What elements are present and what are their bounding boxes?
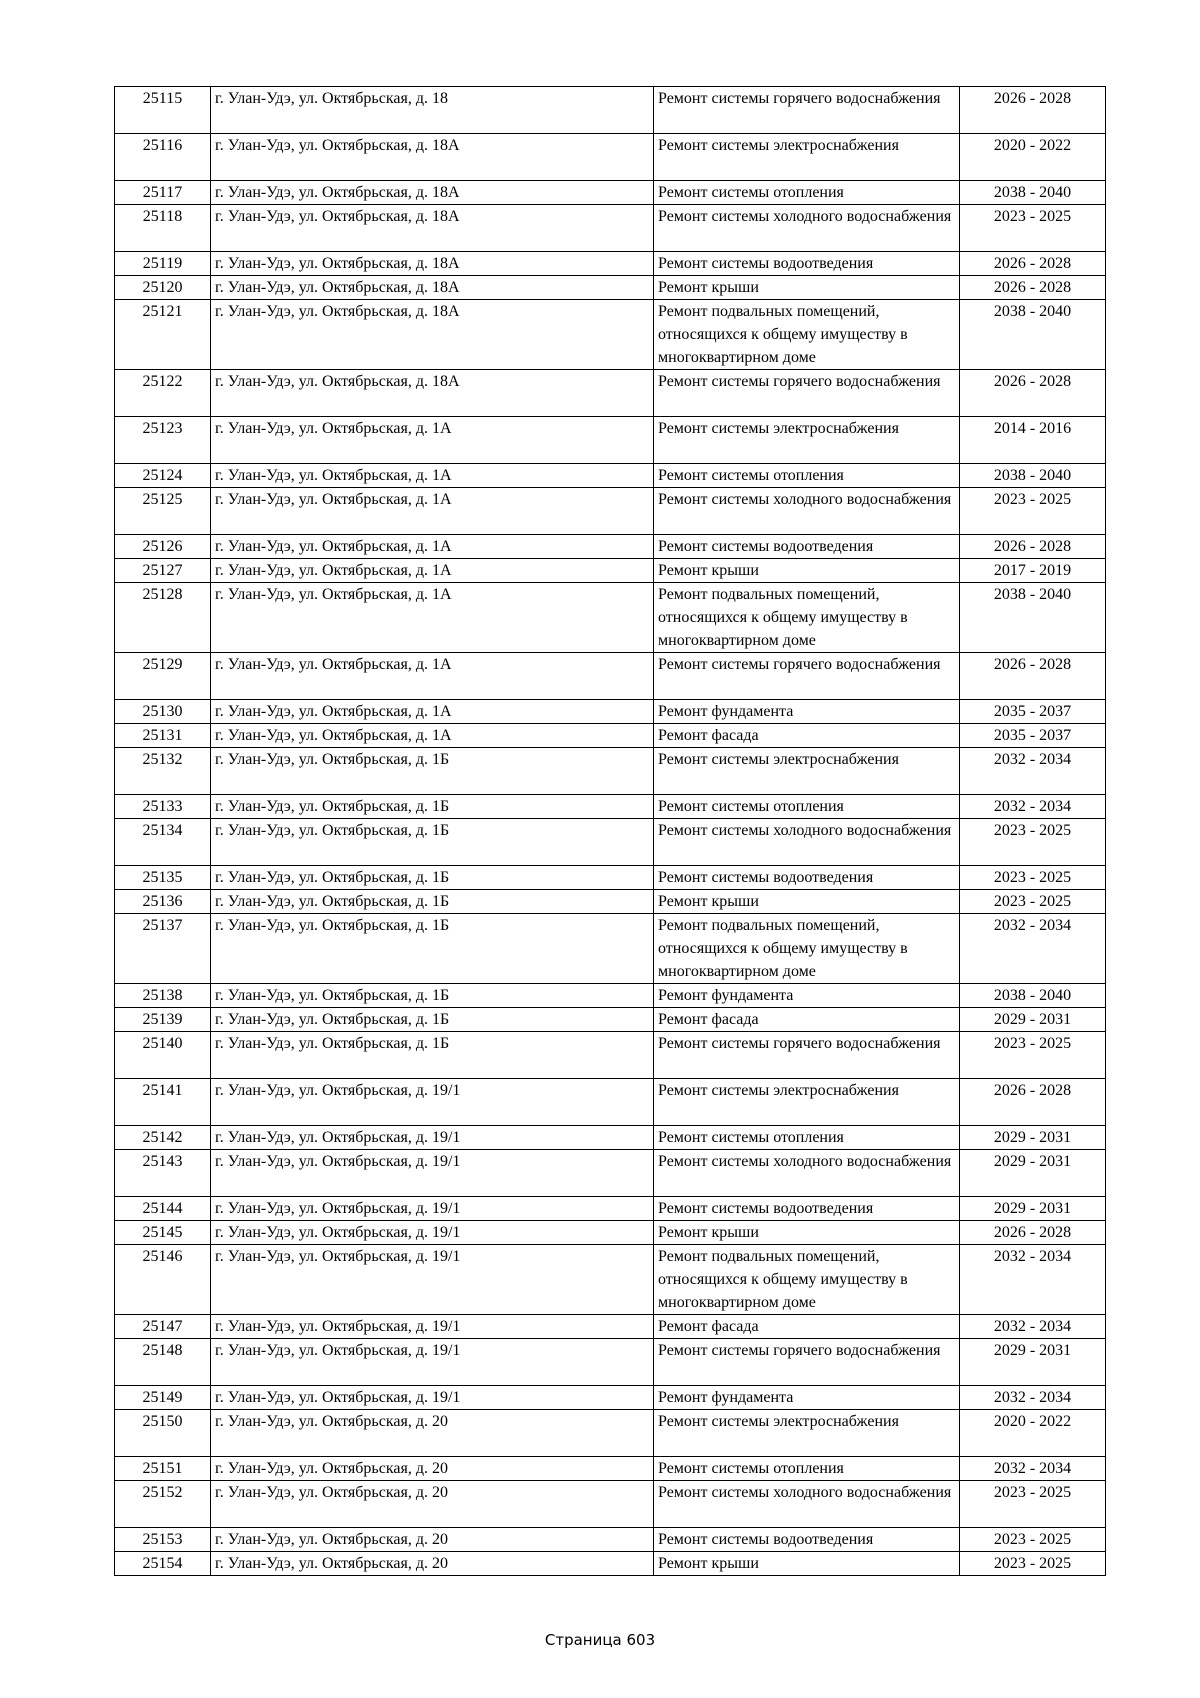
table-row — [115, 1008, 1106, 1032]
table-row — [115, 583, 1106, 653]
row-period: 2023 - 2025 — [960, 1528, 1106, 1552]
row-address: г. Улан-Удэ, ул. Октябрьская, д. 1Б — [211, 819, 654, 866]
table-row — [115, 1079, 1106, 1126]
row-number: 25122 — [115, 370, 211, 417]
row-address: г. Улан-Удэ, ул. Октябрьская, д. 18А — [211, 181, 654, 205]
table-row — [115, 370, 1106, 417]
table-row — [115, 559, 1106, 583]
row-number: 25140 — [115, 1032, 211, 1079]
row-work-type: Ремонт системы отопления — [654, 1457, 960, 1481]
row-work-type: Ремонт крыши — [654, 890, 960, 914]
row-address: г. Улан-Удэ, ул. Октябрьская, д. 1Б — [211, 795, 654, 819]
row-address: г. Улан-Удэ, ул. Октябрьская, д. 1А — [211, 653, 654, 700]
row-number: 25147 — [115, 1315, 211, 1339]
table-row — [115, 1221, 1106, 1245]
table-row — [115, 1481, 1106, 1528]
row-work-type: Ремонт системы водоотведения — [654, 1197, 960, 1221]
row-work-type: Ремонт системы водоотведения — [654, 866, 960, 890]
row-address: г. Улан-Удэ, ул. Октябрьская, д. 18А — [211, 300, 654, 370]
row-address: г. Улан-Удэ, ул. Октябрьская, д. 1А — [211, 535, 654, 559]
row-address: г. Улан-Удэ, ул. Октябрьская, д. 20 — [211, 1457, 654, 1481]
row-number: 25128 — [115, 583, 211, 653]
row-period: 2023 - 2025 — [960, 1552, 1106, 1576]
table-row — [115, 134, 1106, 181]
row-work-type: Ремонт подвальных помещений, относящихся к общему имуществу в многоквартирном доме — [654, 1245, 960, 1315]
row-number: 25152 — [115, 1481, 211, 1528]
row-period: 2035 - 2037 — [960, 700, 1106, 724]
row-period: 2029 - 2031 — [960, 1008, 1106, 1032]
row-number: 25138 — [115, 984, 211, 1008]
row-number: 25123 — [115, 417, 211, 464]
row-number: 25144 — [115, 1197, 211, 1221]
row-number: 25125 — [115, 488, 211, 535]
table-row — [115, 700, 1106, 724]
row-period: 2014 - 2016 — [960, 417, 1106, 464]
row-work-type: Ремонт системы горячего водоснабжения — [654, 87, 960, 134]
row-address: г. Улан-Удэ, ул. Октябрьская, д. 20 — [211, 1552, 654, 1576]
row-address: г. Улан-Удэ, ул. Октябрьская, д. 19/1 — [211, 1197, 654, 1221]
page-number: Страница 603 — [544, 1631, 656, 1649]
row-work-type: Ремонт системы электроснабжения — [654, 1079, 960, 1126]
table-row — [115, 1410, 1106, 1457]
row-number: 25116 — [115, 134, 211, 181]
row-number: 25149 — [115, 1386, 211, 1410]
row-work-type: Ремонт системы холодного водоснабжения — [654, 205, 960, 252]
row-work-type: Ремонт системы горячего водоснабжения — [654, 1339, 960, 1386]
table-row — [115, 748, 1106, 795]
row-address: г. Улан-Удэ, ул. Октябрьская, д. 18А — [211, 134, 654, 181]
row-period: 2029 - 2031 — [960, 1339, 1106, 1386]
row-number: 25151 — [115, 1457, 211, 1481]
row-work-type: Ремонт фундамента — [654, 700, 960, 724]
row-address: г. Улан-Удэ, ул. Октябрьская, д. 1Б — [211, 914, 654, 984]
table-row — [115, 252, 1106, 276]
row-work-type: Ремонт системы электроснабжения — [654, 134, 960, 181]
row-work-type: Ремонт системы холодного водоснабжения — [654, 819, 960, 866]
row-number: 25148 — [115, 1339, 211, 1386]
row-number: 25120 — [115, 276, 211, 300]
row-period: 2026 - 2028 — [960, 87, 1106, 134]
row-work-type: Ремонт фундамента — [654, 1386, 960, 1410]
row-number: 25131 — [115, 724, 211, 748]
row-work-type: Ремонт системы электроснабжения — [654, 1410, 960, 1457]
row-number: 25150 — [115, 1410, 211, 1457]
row-work-type: Ремонт крыши — [654, 559, 960, 583]
row-work-type: Ремонт системы водоотведения — [654, 1528, 960, 1552]
row-number: 25146 — [115, 1245, 211, 1315]
row-number: 25130 — [115, 700, 211, 724]
row-address: г. Улан-Удэ, ул. Октябрьская, д. 19/1 — [211, 1386, 654, 1410]
table-row — [115, 1150, 1106, 1197]
row-address: г. Улан-Удэ, ул. Октябрьская, д. 19/1 — [211, 1126, 654, 1150]
row-address: г. Улан-Удэ, ул. Октябрьская, д. 19/1 — [211, 1245, 654, 1315]
row-number: 25129 — [115, 653, 211, 700]
row-address: г. Улан-Удэ, ул. Октябрьская, д. 1А — [211, 417, 654, 464]
row-number: 25118 — [115, 205, 211, 252]
row-address: г. Улан-Удэ, ул. Октябрьская, д. 18А — [211, 252, 654, 276]
row-work-type: Ремонт системы отопления — [654, 795, 960, 819]
row-period: 2023 - 2025 — [960, 1481, 1106, 1528]
row-address: г. Улан-Удэ, ул. Октябрьская, д. 1А — [211, 488, 654, 535]
table-row — [115, 1032, 1106, 1079]
row-number: 25117 — [115, 181, 211, 205]
row-period: 2038 - 2040 — [960, 583, 1106, 653]
row-work-type: Ремонт фасада — [654, 724, 960, 748]
table-row — [115, 464, 1106, 488]
row-period: 2026 - 2028 — [960, 1221, 1106, 1245]
row-address: г. Улан-Удэ, ул. Октябрьская, д. 19/1 — [211, 1150, 654, 1197]
table-row — [115, 1197, 1106, 1221]
table-row — [115, 1126, 1106, 1150]
row-address: г. Улан-Удэ, ул. Октябрьская, д. 18А — [211, 370, 654, 417]
table-row — [115, 181, 1106, 205]
row-period: 2020 - 2022 — [960, 1410, 1106, 1457]
row-work-type: Ремонт фасада — [654, 1008, 960, 1032]
row-period: 2032 - 2034 — [960, 748, 1106, 795]
row-work-type: Ремонт крыши — [654, 1552, 960, 1576]
row-work-type: Ремонт системы холодного водоснабжения — [654, 488, 960, 535]
row-address: г. Улан-Удэ, ул. Октябрьская, д. 18А — [211, 276, 654, 300]
table-row — [115, 205, 1106, 252]
table-row — [115, 1339, 1106, 1386]
row-work-type: Ремонт подвальных помещений, относящихся к общему имуществу в многоквартирном доме — [654, 914, 960, 984]
row-address: г. Улан-Удэ, ул. Октябрьская, д. 1Б — [211, 984, 654, 1008]
row-number: 25136 — [115, 890, 211, 914]
table-row — [115, 914, 1106, 984]
row-address: г. Улан-Удэ, ул. Октябрьская, д. 1А — [211, 583, 654, 653]
row-period: 2023 - 2025 — [960, 890, 1106, 914]
row-number: 25115 — [115, 87, 211, 134]
table-row — [115, 819, 1106, 866]
row-work-type: Ремонт системы электроснабжения — [654, 748, 960, 795]
row-period: 2038 - 2040 — [960, 984, 1106, 1008]
row-address: г. Улан-Удэ, ул. Октябрьская, д. 1А — [211, 700, 654, 724]
repair-schedule-table — [114, 86, 1106, 1576]
table-body — [115, 87, 1106, 1576]
row-address: г. Улан-Удэ, ул. Октябрьская, д. 18 — [211, 87, 654, 134]
row-work-type: Ремонт подвальных помещений, относящихся к общему имуществу в многоквартирном доме — [654, 300, 960, 370]
row-address: г. Улан-Удэ, ул. Октябрьская, д. 1Б — [211, 748, 654, 795]
row-address: г. Улан-Удэ, ул. Октябрьская, д. 20 — [211, 1410, 654, 1457]
row-period: 2038 - 2040 — [960, 181, 1106, 205]
table-row — [115, 1528, 1106, 1552]
table-row — [115, 488, 1106, 535]
row-number: 25145 — [115, 1221, 211, 1245]
table-row — [115, 653, 1106, 700]
row-work-type: Ремонт системы водоотведения — [654, 535, 960, 559]
row-number: 25126 — [115, 535, 211, 559]
row-period: 2026 - 2028 — [960, 370, 1106, 417]
row-address: г. Улан-Удэ, ул. Октябрьская, д. 19/1 — [211, 1221, 654, 1245]
row-period: 2032 - 2034 — [960, 795, 1106, 819]
row-period: 2023 - 2025 — [960, 1032, 1106, 1079]
table-row — [115, 866, 1106, 890]
row-number: 25153 — [115, 1528, 211, 1552]
row-address: г. Улан-Удэ, ул. Октябрьская, д. 1Б — [211, 1032, 654, 1079]
row-number: 25127 — [115, 559, 211, 583]
row-period: 2032 - 2034 — [960, 1457, 1106, 1481]
row-work-type: Ремонт фасада — [654, 1315, 960, 1339]
table-row — [115, 1457, 1106, 1481]
row-period: 2029 - 2031 — [960, 1126, 1106, 1150]
row-address: г. Улан-Удэ, ул. Октябрьская, д. 19/1 — [211, 1315, 654, 1339]
row-work-type: Ремонт подвальных помещений, относящихся к общему имуществу в многоквартирном доме — [654, 583, 960, 653]
row-period: 2026 - 2028 — [960, 653, 1106, 700]
row-number: 25132 — [115, 748, 211, 795]
table-row — [115, 890, 1106, 914]
row-work-type: Ремонт системы горячего водоснабжения — [654, 370, 960, 417]
row-period: 2026 - 2028 — [960, 1079, 1106, 1126]
row-work-type: Ремонт системы горячего водоснабжения — [654, 653, 960, 700]
row-number: 25143 — [115, 1150, 211, 1197]
row-address: г. Улан-Удэ, ул. Октябрьская, д. 1А — [211, 559, 654, 583]
row-period: 2023 - 2025 — [960, 205, 1106, 252]
row-period: 2029 - 2031 — [960, 1150, 1106, 1197]
table-row — [115, 300, 1106, 370]
row-number: 25124 — [115, 464, 211, 488]
table-row — [115, 795, 1106, 819]
row-period: 2032 - 2034 — [960, 914, 1106, 984]
row-work-type: Ремонт крыши — [654, 276, 960, 300]
row-address: г. Улан-Удэ, ул. Октябрьская, д. 19/1 — [211, 1079, 654, 1126]
row-address: г. Улан-Удэ, ул. Октябрьская, д. 1Б — [211, 866, 654, 890]
row-number: 25139 — [115, 1008, 211, 1032]
table-row — [115, 276, 1106, 300]
row-number: 25154 — [115, 1552, 211, 1576]
row-work-type: Ремонт системы отопления — [654, 464, 960, 488]
table-row — [115, 724, 1106, 748]
row-period: 2023 - 2025 — [960, 819, 1106, 866]
row-address: г. Улан-Удэ, ул. Октябрьская, д. 1А — [211, 464, 654, 488]
row-period: 2029 - 2031 — [960, 1197, 1106, 1221]
row-work-type: Ремонт системы отопления — [654, 181, 960, 205]
row-work-type: Ремонт системы холодного водоснабжения — [654, 1150, 960, 1197]
row-period: 2023 - 2025 — [960, 488, 1106, 535]
row-work-type: Ремонт системы горячего водоснабжения — [654, 1032, 960, 1079]
table-row — [115, 1386, 1106, 1410]
row-work-type: Ремонт системы водоотведения — [654, 252, 960, 276]
row-period: 2023 - 2025 — [960, 866, 1106, 890]
row-address: г. Улан-Удэ, ул. Октябрьская, д. 1Б — [211, 1008, 654, 1032]
row-period: 2026 - 2028 — [960, 252, 1106, 276]
row-work-type: Ремонт системы холодного водоснабжения — [654, 1481, 960, 1528]
row-period: 2020 - 2022 — [960, 134, 1106, 181]
row-period: 2038 - 2040 — [960, 300, 1106, 370]
table-row — [115, 87, 1106, 134]
row-address: г. Улан-Удэ, ул. Октябрьская, д. 18А — [211, 205, 654, 252]
row-period: 2032 - 2034 — [960, 1386, 1106, 1410]
table-row — [115, 1315, 1106, 1339]
row-work-type: Ремонт фундамента — [654, 984, 960, 1008]
row-work-type: Ремонт системы отопления — [654, 1126, 960, 1150]
table-row — [115, 1552, 1106, 1576]
row-work-type: Ремонт системы электроснабжения — [654, 417, 960, 464]
row-address: г. Улан-Удэ, ул. Октябрьская, д. 1Б — [211, 890, 654, 914]
row-period: 2038 - 2040 — [960, 464, 1106, 488]
row-address: г. Улан-Удэ, ул. Октябрьская, д. 20 — [211, 1481, 654, 1528]
table-row — [115, 1245, 1106, 1315]
row-number: 25133 — [115, 795, 211, 819]
row-number: 25137 — [115, 914, 211, 984]
row-address: г. Улан-Удэ, ул. Октябрьская, д. 20 — [211, 1528, 654, 1552]
row-period: 2026 - 2028 — [960, 535, 1106, 559]
table-row — [115, 984, 1106, 1008]
row-address: г. Улан-Удэ, ул. Октябрьская, д. 19/1 — [211, 1339, 654, 1386]
row-period: 2017 - 2019 — [960, 559, 1106, 583]
table-row — [115, 417, 1106, 464]
row-period: 2032 - 2034 — [960, 1315, 1106, 1339]
row-period: 2032 - 2034 — [960, 1245, 1106, 1315]
row-number: 25135 — [115, 866, 211, 890]
row-number: 25119 — [115, 252, 211, 276]
row-number: 25121 — [115, 300, 211, 370]
row-number: 25134 — [115, 819, 211, 866]
row-period: 2035 - 2037 — [960, 724, 1106, 748]
row-number: 25141 — [115, 1079, 211, 1126]
row-number: 25142 — [115, 1126, 211, 1150]
row-work-type: Ремонт крыши — [654, 1221, 960, 1245]
table-row — [115, 535, 1106, 559]
row-period: 2026 - 2028 — [960, 276, 1106, 300]
row-address: г. Улан-Удэ, ул. Октябрьская, д. 1А — [211, 724, 654, 748]
